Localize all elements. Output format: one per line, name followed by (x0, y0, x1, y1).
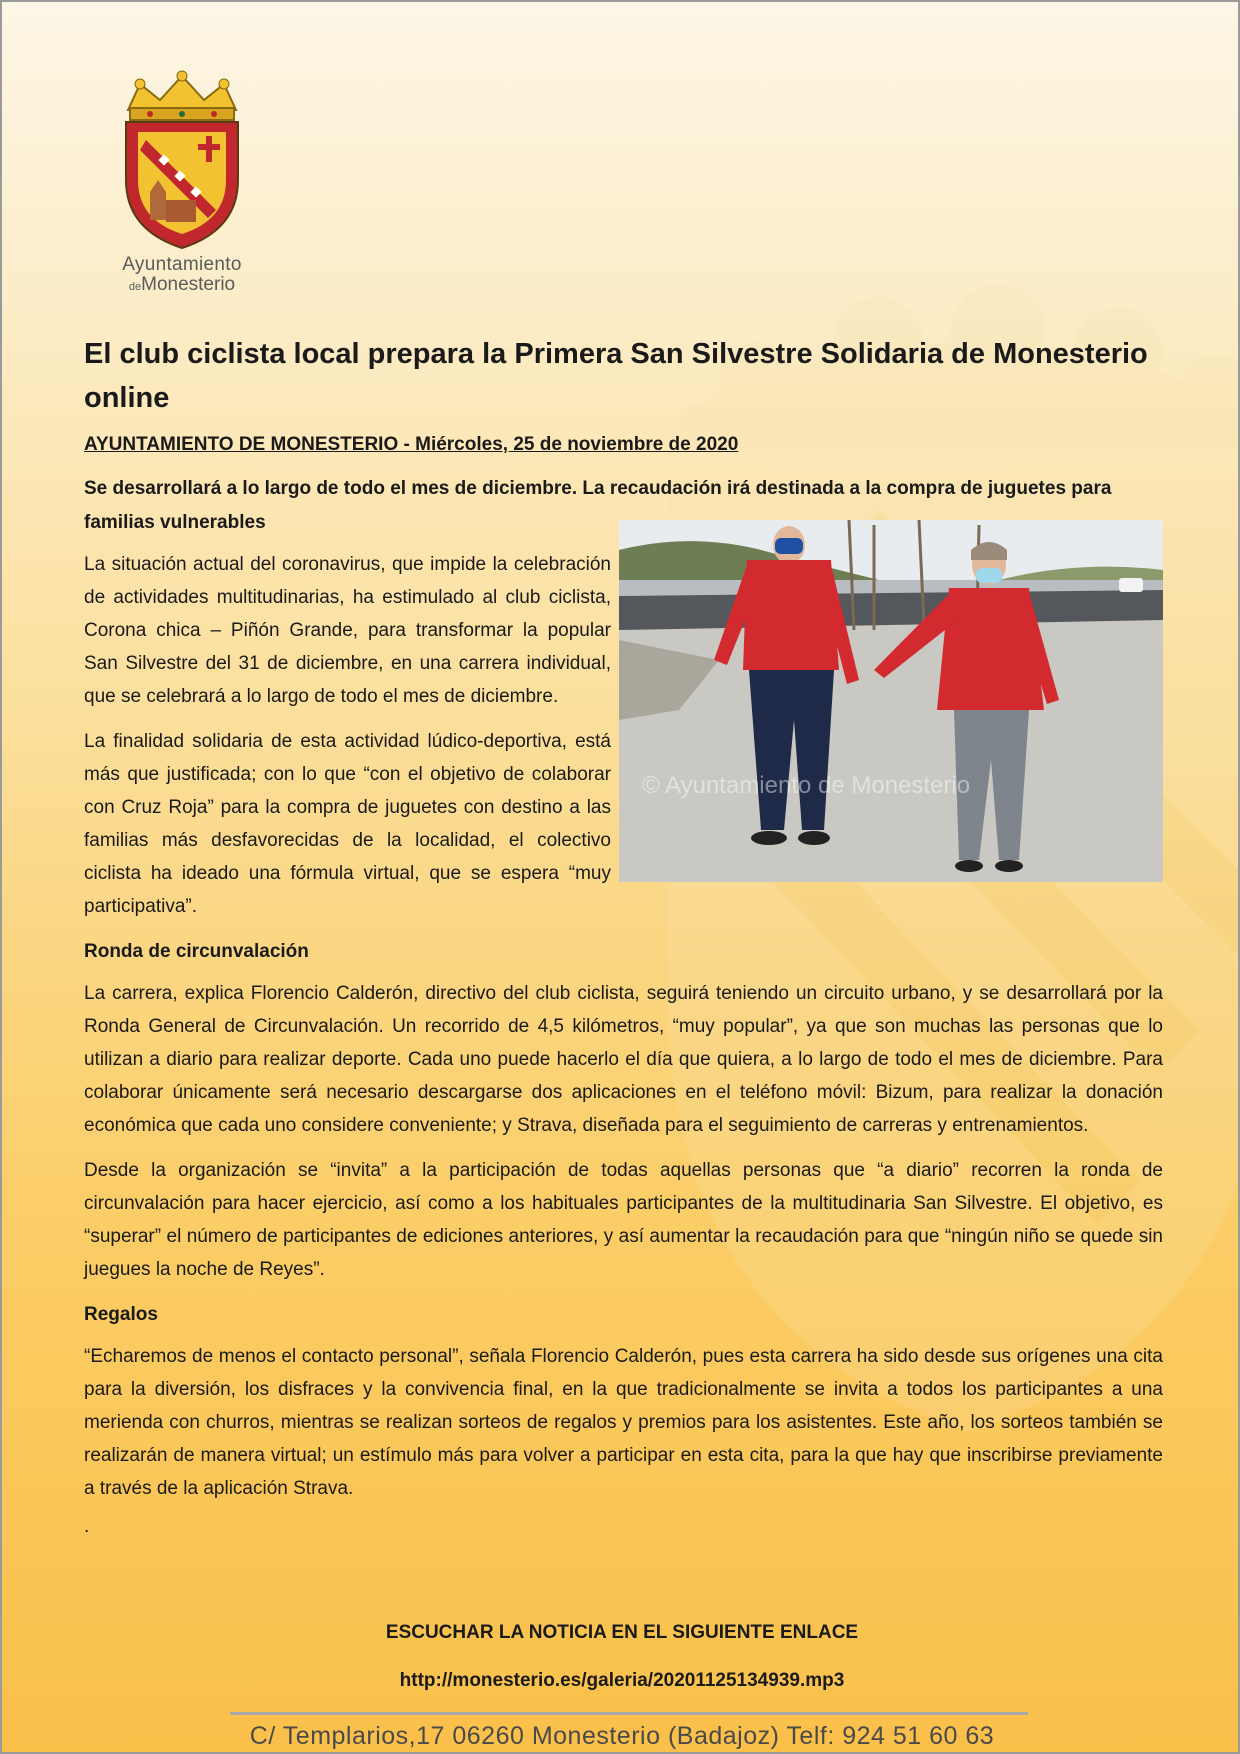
footer-address: C/ Templarios,17 06260 Monesterio (Badajoz) Telf: 924 51 60 63 (249, 1722, 995, 1750)
article-byline: AYUNTAMIENTO DE MONESTERIO - Miércoles, 25 de noviembre de 2020 (84, 434, 739, 455)
logo-text-ayuntamiento: Ayuntamiento (122, 254, 242, 275)
article-title: El club ciclista local prepara la Primera San Silvestre Solidaria de Monesterio online (84, 338, 1148, 414)
municipality-logo (112, 70, 252, 296)
logo-text-de: de (128, 281, 142, 293)
listen-label: ESCUCHAR LA NOTICIA EN EL SIGUIENTE ENLACE (385, 1622, 859, 1643)
logo-text-monesterio (112, 274, 252, 296)
paragraph: La finalidad solidaria de esta actividad lúdico-deportiva, está más que justificada; con lo que “con el objetivo de colaborar con Cruz Roja” para la compra de juguetes con destino a las familias más desfavorecidas de la localidad, el colectivo ciclista ha ideado una fórmula virtual, que se espera “muy participativa”. (84, 731, 611, 917)
paragraph: Desde la organización se “invita” a la participación de todas aquellas personas que “a diario” recorren la ronda de circunvalación para hacer ejercicio, así como a los habituales participantes de la multitudinaria San Silvestre. El objetivo, es “superar” el número de participantes de ediciones anteriores, y así aumentar la recaudación para que “ningún niño se quede sin juegues la noche de Reyes”. (84, 1160, 1163, 1280)
footer-divider (230, 1712, 1028, 1715)
coat-of-arms-icon (116, 70, 248, 250)
article-photo (619, 520, 1163, 882)
photo-watermark-text: © Ayuntamiento de Monesterio (642, 772, 971, 799)
section-heading-regalos: Regalos (84, 1304, 158, 1325)
article-lead: Se desarrollará a lo largo de todo el mes de diciembre. La recaudación irá destinada a la compra de juguetes para familias vulnerables (84, 478, 1112, 533)
paragraph: La situación actual del coronavirus, que impide la celebración de actividades multitudinarias, ha estimulado al club ciclista, Corona chica – Piñón Grande, para transformar la popular San Silvestre del 31 de diciembre, en una carrera individual, que se celebrará a lo largo de todo el mes de diciembre. (84, 554, 611, 707)
article (84, 332, 1163, 1537)
audio-link[interactable]: http://monesterio.es/galeria/20201125134939.mp3 (399, 1670, 845, 1691)
section-heading-ronda: Ronda de circunvalación (84, 941, 309, 962)
paragraph: La carrera, explica Florencio Calderón, directivo del club ciclista, seguirá teniendo un circuito urbano, y se desarrollará por la Ronda General de Circunvalación. Un recorrido de 4,5 kilómetros, “muy popular”, ya que son muchas las personas que lo utilizan a diario para realizar deporte. Cada uno puede hacerlo el día que quiera, a lo largo de todo el mes de diciembre. Para colaborar únicamente será necesario descargarse dos aplicaciones en el teléfono móvil: Bizum, para realizar la donación económica que cada uno considere conveniente; y Strava, diseñada para el seguimiento de carreras y entrenamientos. (84, 983, 1163, 1136)
walking-couple-photo-icon (619, 520, 1163, 882)
logo-text-name: Monesterio (141, 274, 236, 295)
paragraph: “Echaremos de menos el contacto personal”, señala Florencio Calderón, pues esta carrera ha sido desde sus orígenes una cita para la diversión, los disfraces y la convivencia final, en la que tradicionalmente se invita a todos los participantes a una merienda con churros, mientras se realizan sorteos de regalos y premios para los asistentes. Este año, los sorteos también se realizarán de manera virtual; un estímulo más para volver a participar en esta cita, para la que hay que inscribirse previamente a través de la aplicación Strava. (84, 1346, 1163, 1499)
trailing-dot: . (84, 1516, 90, 1537)
